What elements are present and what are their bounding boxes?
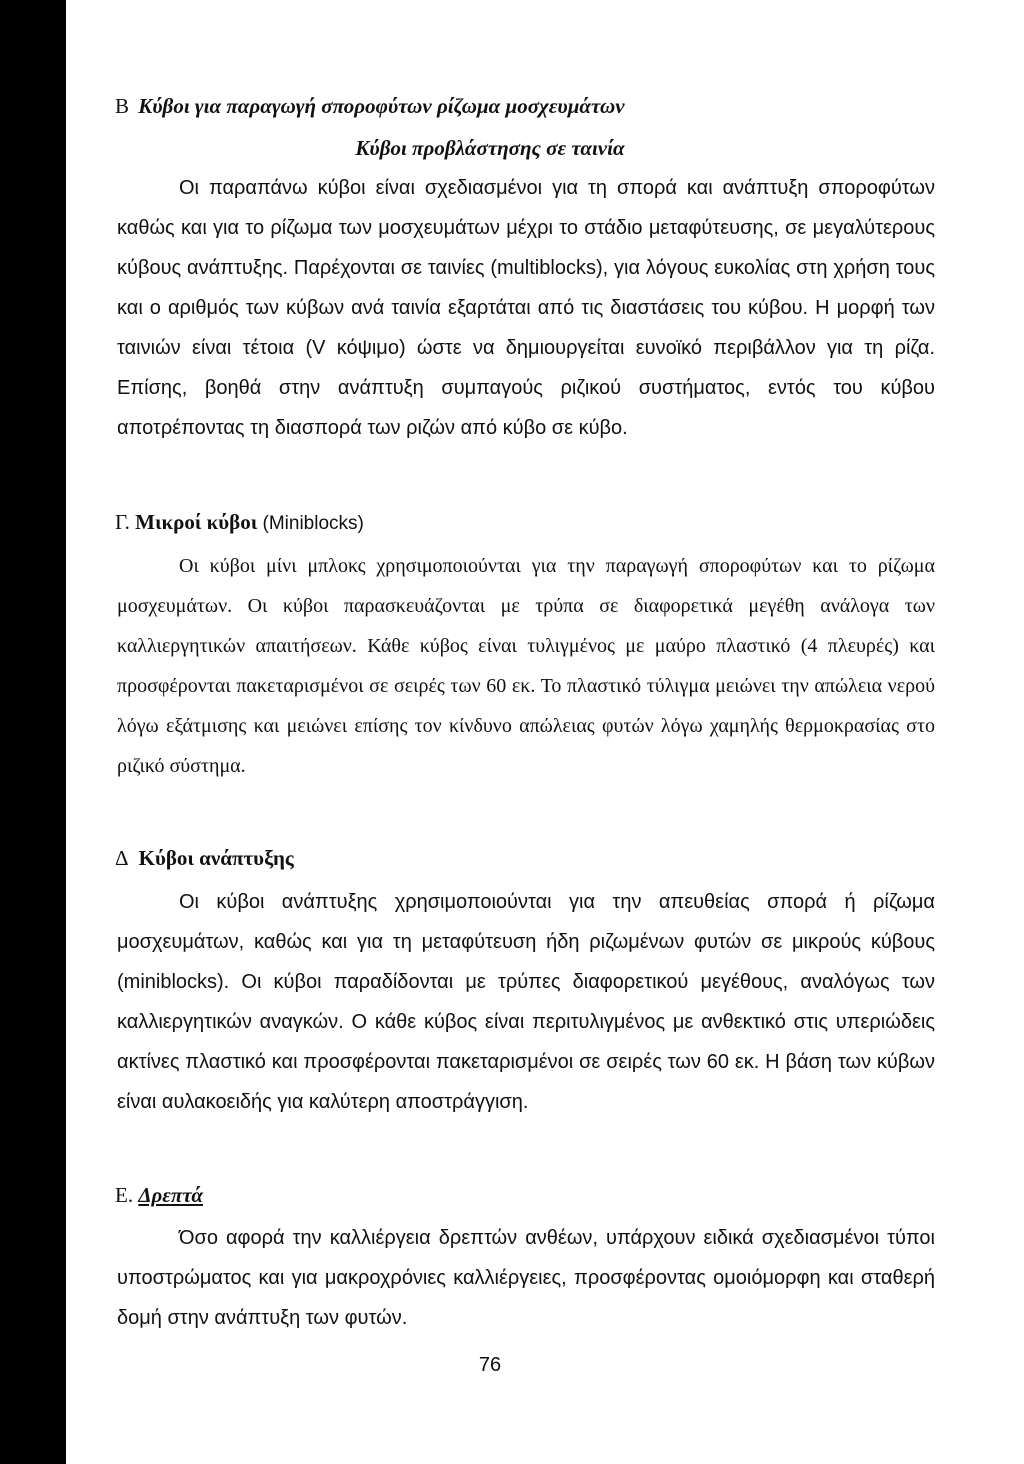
- section-e-body: [117, 1218, 935, 1338]
- section-b-body: [117, 168, 935, 448]
- section-b-title: Κύβοι για παραγωγή σποροφύτων ρίζωμα μοσχευμάτων: [138, 94, 625, 118]
- section-d-body: [117, 882, 935, 1122]
- section-d-heading: [115, 843, 294, 873]
- section-e-heading: [115, 1180, 203, 1210]
- section-g-title: Μικροί κύβοι: [135, 510, 258, 534]
- section-d-letter: Δ: [115, 846, 128, 870]
- section-g-paragraph: Οι κύβοι μίνι μπλοκς χρησιμοποιούνται για την παραγωγή σποροφύτων και το ρίζωμα μοσχευμάτων. Οι κύβοι παρασκευάζονται με τρύπα σε διαφορετικά μεγέθη ανάλογα των καλλιεργητικών απαιτήσεων. Κάθε κύβος είναι τυλιγμένος με μαύρο πλαστικό (4 πλευρές) και προσφέρονται πακεταρισμένοι σε σειρές των 60 εκ. Το πλαστικό τύλιγμα μειώνει την απώλεια νερού λόγω εξάτμισης και μειώνει επίσης τον κίνδυνο απώλειας φυτών λόγω χαμηλής θερμοκρασίας στο ριζικό σύστημα.: [117, 555, 935, 777]
- section-b-letter: Β: [115, 94, 130, 118]
- section-b-subtitle: Κύβοι προβλάστησης σε ταινία: [355, 136, 625, 160]
- section-g-title-suffix: (Miniblocks): [262, 513, 364, 534]
- section-d-paragraph: Οι κύβοι ανάπτυξης χρησιμοποιούνται για την απευθείας σπορά ή ρίζωμα μοσχευμάτων, καθώς και για τη μεταφύτευση ήδη ριζωμένων φυτών σε μικρούς κύβους (miniblocks). Οι κύβοι παραδίδονται με τρύπες διαφορετικού μεγέθους, αναλόγως των καλλιεργητικών αναγκών. Ο κάθε κύβος είναι περιτυλιγμένος με ανθεκτικό στις υπεριώδεις ακτίνες πλαστικό και προσφέρονται πακεταρισμένοι σε σειρές των 60 εκ. Η βάση των κύβων είναι αυλακοειδής για καλύτερη αποστράγγιση.: [117, 891, 935, 1113]
- section-g-letter: Γ.: [115, 510, 130, 534]
- section-d-title: Κύβοι ανάπτυξης: [138, 846, 294, 870]
- section-b-paragraph: Οι παραπάνω κύβοι είναι σχεδιασμένοι για τη σπορά και ανάπτυξη σποροφύτων καθώς και για το ρίζωμα των μοσχευμάτων μέχρι το στάδιο μεταφύτευσης, σε μεγαλύτερους κύβους ανάπτυξης. Παρέχονται σε ταινίες (multiblocks), για λόγους ευκολίας στη χρήση τους και ο αριθμός των κύβων ανά ταινία εξαρτάται από τις διαστάσεις του κύβου. Η μορφή των ταινιών είναι τέτοια (V κόψιμο) ώστε να δημιουργείται ευνοϊκό περιβάλλον για τη ρίζα. Επίσης, βοηθά στην ανάπτυξη συμπαγούς ριζικού συστήματος, εντός του κύβου αποτρέποντας τη διασπορά των ριζών από κύβο σε κύβο.: [117, 177, 935, 439]
- section-g-body: [117, 546, 935, 786]
- section-e-letter: Ε.: [115, 1183, 134, 1207]
- section-e-title: Δρεπτά: [138, 1183, 204, 1207]
- document-page: [66, 0, 1024, 1464]
- section-g-heading: [115, 507, 364, 539]
- page-number: 76: [478, 1354, 502, 1376]
- section-e-paragraph: Όσο αφορά την καλλιέργεια δρεπτών ανθέων, υπάρχουν ειδικά σχεδιασμένοι τύποι υποστρώματος και για μακροχρόνιες καλλιέργειες, προσφέροντας ομοιόμορφη και σταθερή δομή στην ανάπτυξη των φυτών.: [117, 1227, 935, 1329]
- section-b-heading: [115, 91, 625, 121]
